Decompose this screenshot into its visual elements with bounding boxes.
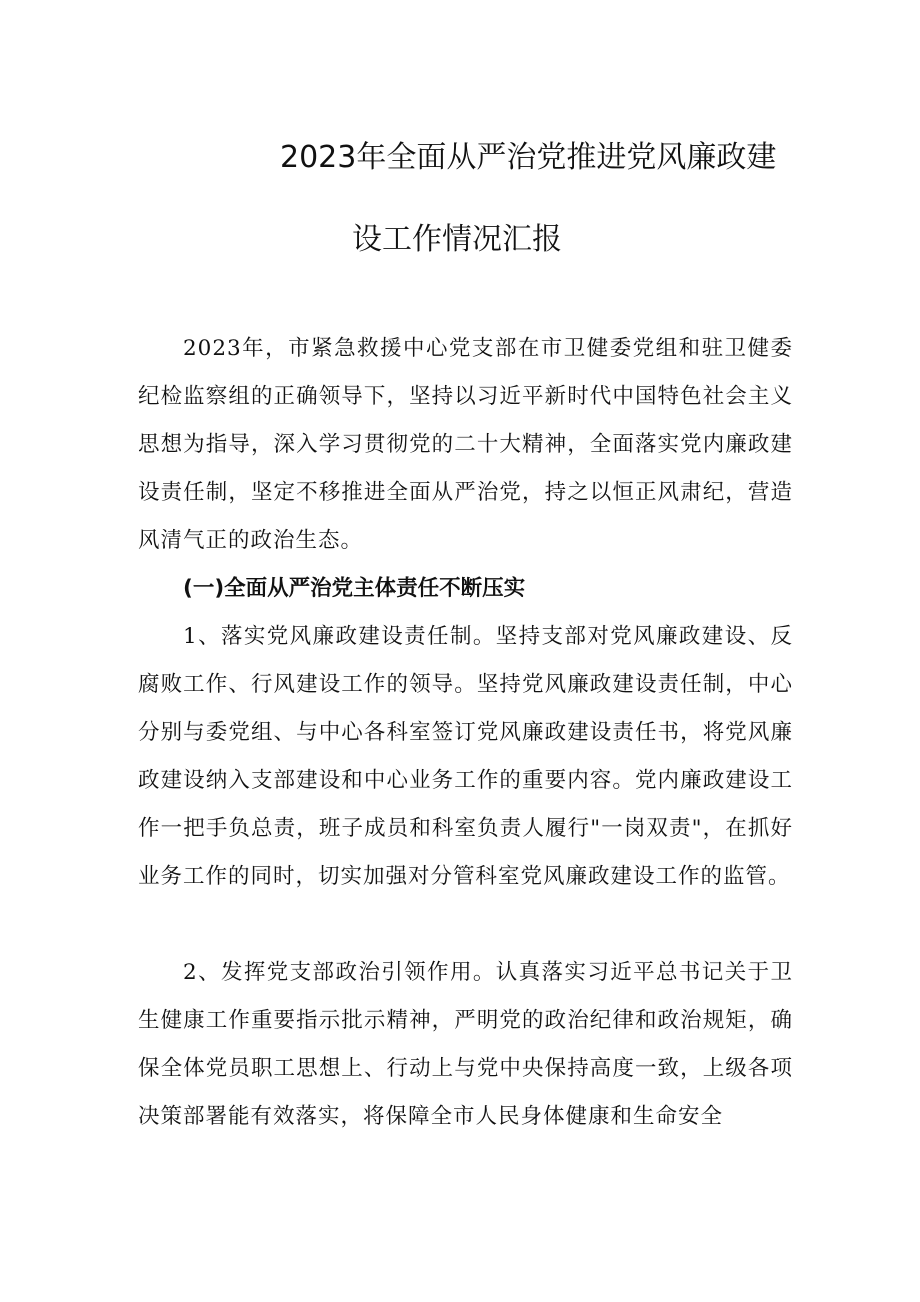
- document-title-line-1: 2023年全面从严治党推进党风廉政建: [280, 140, 777, 175]
- section-heading: (一)全面从严治党主体责任不断压实: [183, 576, 526, 601]
- paragraph-item-1: 1、落实党风廉政建设责任制。坚持支部对党风廉政建设、反腐败工作、行风建设工作的领导。坚持党风廉政建设责任制，中心分别与委党组、与中心各科室签订党风廉政建设责任书，将党风廉政建设纳入支部建设和中心业务工作的重要内容。党内廉政建设工作一把手负总责，班子成员和科室负责人履行"一岗双责"，在抓好业务工作的同时，切实加强对分管科室党风廉政建设工作的监管。: [138, 624, 793, 889]
- intro-paragraph: 2023年，市紧急救援中心党支部在市卫健委党组和驻卫健委纪检监察组的正确领导下，坚持以习近平新时代中国特色社会主义思想为指导，深入学习贯彻党的二十大精神，全面落实党内廉政建设责任制，坚定不移推进全面从严治党，持之以恒正风肃纪，营造风清气正的政治生态。: [138, 336, 793, 553]
- paragraph-item-2: 2、发挥党支部政治引领作用。认真落实习近平总书记关于卫生健康工作重要指示批示精神，严明党的政治纪律和政治规矩，确保全体党员职工思想上、行动上与党中央保持高度一致，上级各项决策部署能有效落实，将保障全市人民身体健康和生命安全: [138, 960, 793, 1129]
- document-title-line-2: 设工作情况汇报: [352, 222, 562, 257]
